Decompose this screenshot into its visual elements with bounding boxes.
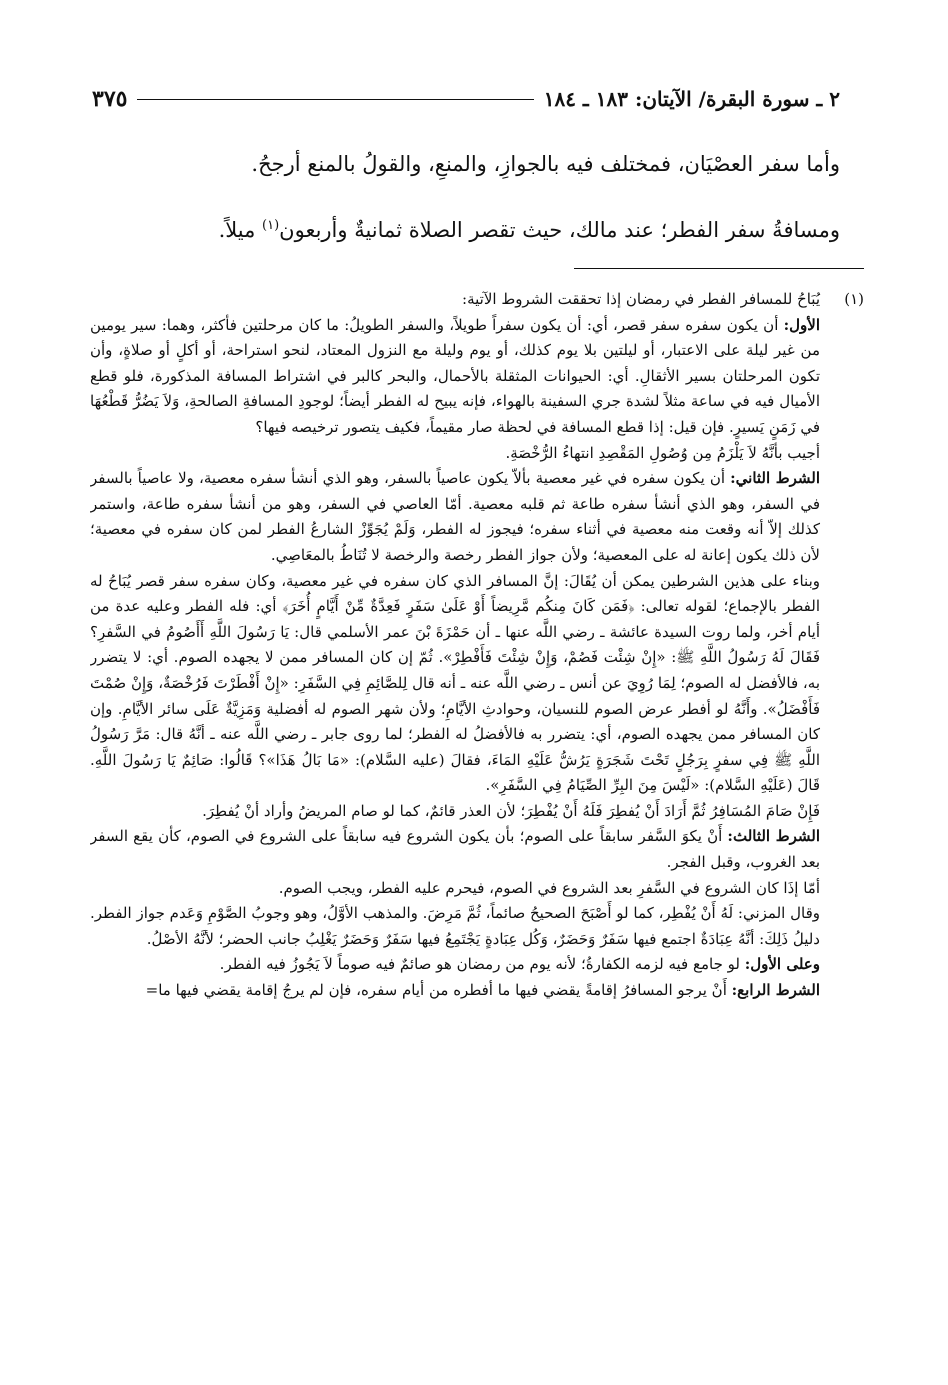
footnote-heading: الشرط الثالث:	[727, 827, 820, 846]
main-text	[112, 140, 840, 254]
footnote-paragraph	[90, 978, 820, 1004]
footnote-heading: وعلى الأول:	[744, 955, 820, 974]
footnote-body	[90, 313, 820, 1004]
footnote-text: أَنْ يكوَ السَّفر سابقاً على الصوم؛ بأن يكون الشروع فيه سابقاً على الشروع في الصوم، كأن يقع السفر بعد الغروب، وقبل الفجر.	[90, 827, 820, 872]
main-paragraph-2	[112, 202, 840, 254]
footnote-marker: (١)	[844, 290, 864, 308]
footnote-heading: الأول:	[783, 315, 820, 334]
footnote-separator	[574, 268, 864, 269]
footnote-paragraph: وبناء على هذين الشرطين يمكن أن يُقَالَ: إنَّ المسافر الذي كان سفره في غير معصية، وكان سفره سفر قصر يُبَاحُ له الفطر بالإجماع؛ لقوله تعالى: ﴿فَمَن كَانَ مِنكُم مَّرِيضاً أَوْ عَلَىٰ سَفَرٍ فَعِدَّةٌ مِّنْ أَيَّامٍ أُخَرَ﴾ أي: فله الفطر وعليه عدة من أيام أخر، ولما روت السيدة عائشة ـ رضي اللَّه عنها ـ أن حَمْزَةَ بْنَ عمر الأسلمي قال: يَا رَسُولَ اللَّهِ أَأَصُومُ في السَّفرِ؟ فَقَالَ لَهُ رَسُولُ اللَّهِ ﷺ: «إِنْ شِئْت فَصُمْ، وَإِنْ شِئْتَ فَأَفْطِرْ». ثُمّ إن كان المسافر ممن لا يجهده الصوم. أي: لا يتضرر به، فالأفضل له الصوم؛ لِمَا رُوِيَ عن أنس ـ رضي اللَّه عنه ـ أنه قال لِلصَّائِمِ فِي السَّفَرِ: «إِنْ أَفْطَرْتَ فَرُخْصَةٌ، وَإِنْ صُمْتَ فَأَفْضَلُ». وأَنَّهُ لو أفطر عرض الصوم للنسيان، وحوادثِ الأيَّامِ؛ ولأن شهر الصوم له أفضلية وَمَزِيَّةٌ عَلَى سائر الأيَّامِ. وإن كان المسافر ممن يجهده الصوم، أي: يتضرر به فالأفضلُ له الفطر؛ لما روى جابر ـ رضي اللَّه عنه ـ أنَّهُ قال: مَرَّ رَسُولُ اللَّهِ ﷺ فِي سفرٍ بِرَجُلٍ تَحْتَ شَجَرَةٍ يَرُشُّ عَلَيْهِ المَاءَ، فقالَ (عليه السَّلام): «مَا بَالُ هَذَا»؟ قَالُوا: صَائِمٌ يَا رَسُولَ اللَّهِ. قَالَ (عَلَيْهِ السَّلام): «لَيْسَ مِنَ البِرِّ الصِّيَامُ فِي السَّفَرِ».	[90, 571, 820, 795]
footnote-paragraph: فَإِنْ صَامَ المُسَافِرُ ثُمَّ أَرَادَ أَنْ يُفطِرَ فَلَهُ أَنْ يُفْطِرَ؛ لأن العذر قائمٌ، كما لو صام المريضُ وأراد أنْ يُفطِرَ.	[202, 801, 820, 820]
footnote-intro: يُبَاحُ للمسافر الفطر في رمضان إذا تحققت الشروط الآتية:	[462, 290, 820, 308]
main-paragraph-2-end: ميلاً.	[218, 218, 263, 242]
footnote-intro-row	[90, 287, 864, 313]
footnote-paragraph	[90, 313, 820, 441]
footnote-paragraph	[90, 824, 820, 875]
main-paragraph-1: وأما سفر العصْيَان، فمختلف فيه بالجوازِ، والمنعِ، والقولُ بالمنع أرجحُ.	[251, 152, 840, 176]
page-header	[92, 84, 840, 114]
footnote-paragraph	[90, 466, 820, 568]
footnote-text: أن يكون سفره في غير معصية بألاّ يكون عاصياً بالسفر، وهو الذي أنشأ سفره معصية، ولا عاصياً بالسفر في السفر، وهو الذي أنشأ سفره طاعة ثم قلبه معصية. أمّا العاصي في السفر، وهو من أنشأ سفره طاعة، واستمر كذلك إلاّ أنه وقعت منه معصية في أثناء سفره؛ فيجوز له الفطر، وَلَمْ يُجَوِّزْ الشارعُ الفطر لمن كان سفره في معصية؛ لأن ذلك يكون إعانة له على المعصية؛ ولأن جواز الفطر رخصة والرخصة لا تُنَاطُ بالمعَاصِي.	[90, 469, 820, 564]
footnote-paragraph: وقال المزني: لَهُ أَنْ يُفْطِر، كما لو أَصْبَحَ الصحيحُ صائماً، ثُمَّ مَرِضَ. والمذهب الأوَّلُ، وهو وجوبُ الصَّوْمِ وَعَدم جواز الفطر. دليلُ ذَلِكَ: أنَّهُ عِبَادَةٌ اجتمع فيها سَفَرٌ وَحَضَرٌ، وَكُل عِبَادةٍ يَجْتَمِعُ فيها سَفَرٌ وَحَضَرٌ يَغْلِبُ جانب الحضر؛ لأنَّهُ الأصْلُ.	[90, 904, 820, 948]
footnote-paragraph: أجيب بأنَّهُ لاَ يَلْزَمُ مِن وُصُولِ المَقْصِدِ انتهاءُ الرُّخْصَةِ.	[505, 443, 820, 462]
footnote-text: لو جامع فيه لزمه الكفارةُ؛ لأنه يوم من رمضان هو صائمٌ فيه صوماً لاَ يَجُوزُ فيه الفطر.	[219, 955, 745, 974]
footnote-reference[interactable]: (١)	[262, 218, 280, 233]
footnotes	[90, 287, 864, 1372]
page-number: ٣٧٥	[92, 86, 128, 112]
footnote-text: أن يكون سفره سفر قصر، أي: أن يكون سفراً طويلاً، والسفر الطويلُ: ما كان مرحلتين فأكثر، وهما: سير يومين من غير ليلة على الاعتبار، أو ليلتين بلا يوم كذلك، أو يوم وليلة مع النزول المعتاد، لنحو استراحة، أو أكلٍ أو صلاةٍ، وأن تكون المرحلتان بسير الأثقالِ. أي: الحيوانات المثقلة بالأحمال، والبحر كالبر في اشتراط المسافة المذكورة، فلو قطع الأميال فيه في ساعة مثلاً لشدة جري السفينة بالهواء، فإنه يبيح له الفطر أيضاً؛ لوجودِ المسافةِ الصالحةِ، وَلاَ يَضُرُّ قَطْعُهَا في زَمَنٍ يَسيرٍ. فإن قيل: إذا قطع المسافة في لحظة صار مقيماً، فكيف يتصور ترخيصه فيها؟	[90, 315, 820, 436]
main-paragraph-2-text: ومسافةُ سفر الفطر؛ عند مالك، حيث تقصر الصلاة ثمانيةٌ وأربعون	[279, 218, 840, 242]
running-title: ٢ ـ سورة البقرة/ الآيتان: ١٨٣ ـ ١٨٤	[543, 87, 840, 111]
footnote-text: أَنْ يرجو المسافرُ إقامةً يقضي فيها ما أفطره من أيام سفره، فإن لم يرجُ إقامة يقضي فيها ما=	[145, 981, 732, 1000]
footnote-heading: الشرط الثاني:	[730, 469, 820, 488]
footnote-heading: الشرط الرابع:	[731, 981, 820, 1000]
footnote-paragraph: أمّا إذَا كان الشروع في السَّفرِ بعد الشروع في الصوم، فيحرم عليه الفطر، ويجب الصوم.	[278, 878, 820, 897]
footnote-paragraph	[90, 952, 820, 978]
header-rule	[137, 99, 533, 100]
